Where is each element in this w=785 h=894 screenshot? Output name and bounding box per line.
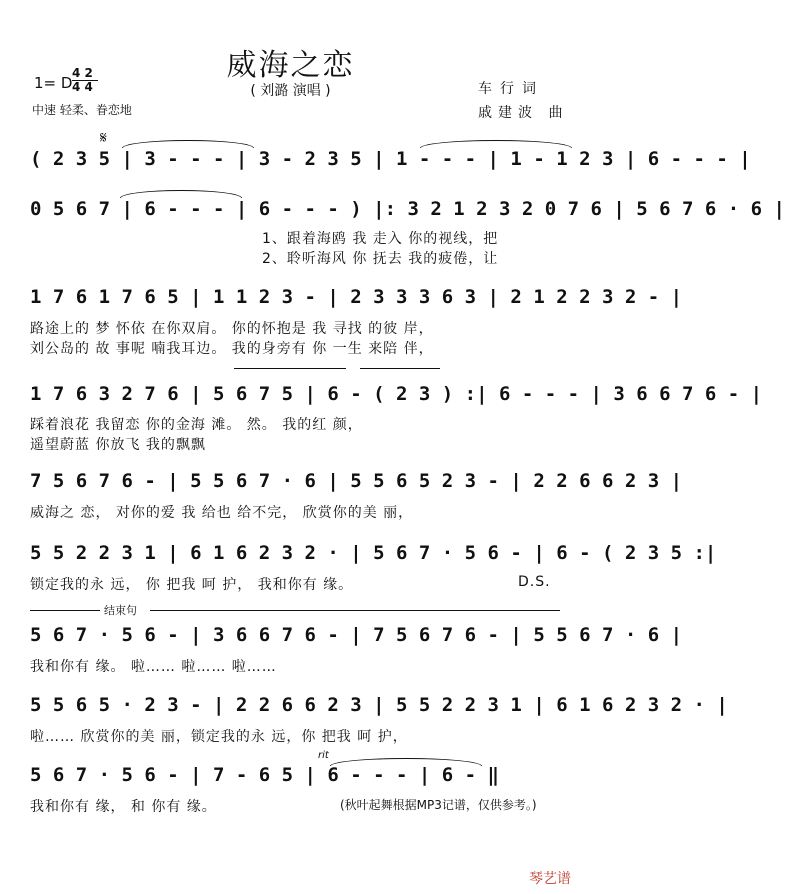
volta-bracket-2 [360,368,440,369]
composer-credit: 戚建波 曲 [478,105,569,121]
key-signature: 1= D [34,74,73,92]
score-row-2: 0 5 6 7 | 6 - - - | 6 - - - ) |: 3 2 1 2 3 2 0 7 6 | 5 6 7 6 · 6 | [30,198,785,220]
score-row-8: 5 5 6 5 · 2 3 - | 2 2 6 6 2 3 | 5 5 2 2 3 1 | 6 1 6 2 3 2 · | [30,694,728,716]
footnote: (秋叶起舞根据MP3记谱，仅供参考。) [340,798,537,812]
time-sig-top: 4 2 [72,66,93,80]
lyric-line: 我和你有 缘。 啦…… 啦…… 啦…… [30,659,277,675]
score-row-9: 5 6 7 · 5 6 - | 7 - 6 5 | 6 - - - | 6 - ‖ [30,764,499,786]
lyric-verse-1: 踩着浪花 我留恋 你的金海 滩。 然。 我的红 颜， [30,417,363,433]
lyric-verse-2: 遥望蔚蓝 你放飞 我的飘飘 [30,437,206,453]
lyric-line: 锁定我的永 远， 你 把我 呵 护， 我和你有 缘。 [30,577,354,593]
volta-bracket-1 [234,368,346,369]
lyric-verse-1: 路途上的 梦 怀依 在你双肩。 你的怀抱是 我 寻找 的彼 岸， [30,321,434,337]
tempo-marking: 中速 轻柔、眷恋地 [32,103,132,117]
rit-marking: rit [318,750,329,761]
ds-marking: D.S. [518,574,551,590]
score-row-3: 1 7 6 1 7 6 5 | 1 1 2 3 - | 2 3 3 3 6 3 | 2 1 2 2 3 2 - | [30,286,683,308]
tie-arc [420,140,572,148]
coda-line [150,610,560,611]
lyric-verse-2: 刘公岛的 故 事呢 喃我耳边。 我的身旁有 你 一生 来陪 伴， [30,341,434,357]
score-row-4: 1 7 6 3 2 7 6 | 5 6 7 5 | 6 - ( 2 3 ) :| 6 - - - | 3 6 6 7 6 - | [30,383,763,405]
time-sig-bottom: 4 4 [72,80,93,94]
lyricist-credit: 车行词 [478,81,544,97]
page-title: 威海之恋 [226,48,355,83]
tie-arc [122,140,254,148]
score-row-1: ( 2 3 5 | 3 - - - | 3 - 2 3 5 | 1 - - - | 1 - 1 2 3 | 6 - - - | [30,148,751,170]
coda-line [30,610,100,611]
singer-credit: ( 刘潞 演唱 ) [250,83,331,99]
score-row-5: 7 5 6 7 6 - | 5 5 6 7 · 6 | 5 5 6 5 2 3 - | 2 2 6 6 2 3 | [30,470,683,492]
lyric-line: 威海之 恋， 对你的爱 我 给也 给不完， 欣赏你的美 丽， [30,505,414,521]
tie-arc [120,190,242,198]
lyric-verse-1: 1、跟着海鸥 我 走入 你的视线，把 [262,231,499,247]
time-signature [72,68,98,93]
lyric-line: 啦…… 欣赏你的美 丽，锁定我的永 远，你 把我 呵 护， [30,729,408,745]
lyric-line: 我和你有 缘， 和 你有 缘。 [30,799,217,815]
lyric-verse-2: 2、聆听海风 你 抚去 我的疲倦，让 [262,251,499,267]
coda-label: 结束句 [104,604,137,617]
segno-icon: 𝄋 [100,128,107,147]
score-row-7: 5 6 7 · 5 6 - | 3 6 6 7 6 - | 7 5 6 7 6 - | 5 5 6 7 · 6 | [30,624,683,646]
score-row-6: 5 5 2 2 3 1 | 6 1 6 2 3 2 · | 5 6 7 · 5 6 - | 6 - ( 2 3 5 :| [30,542,717,564]
watermark-logo: 琴艺谱 [529,871,571,887]
